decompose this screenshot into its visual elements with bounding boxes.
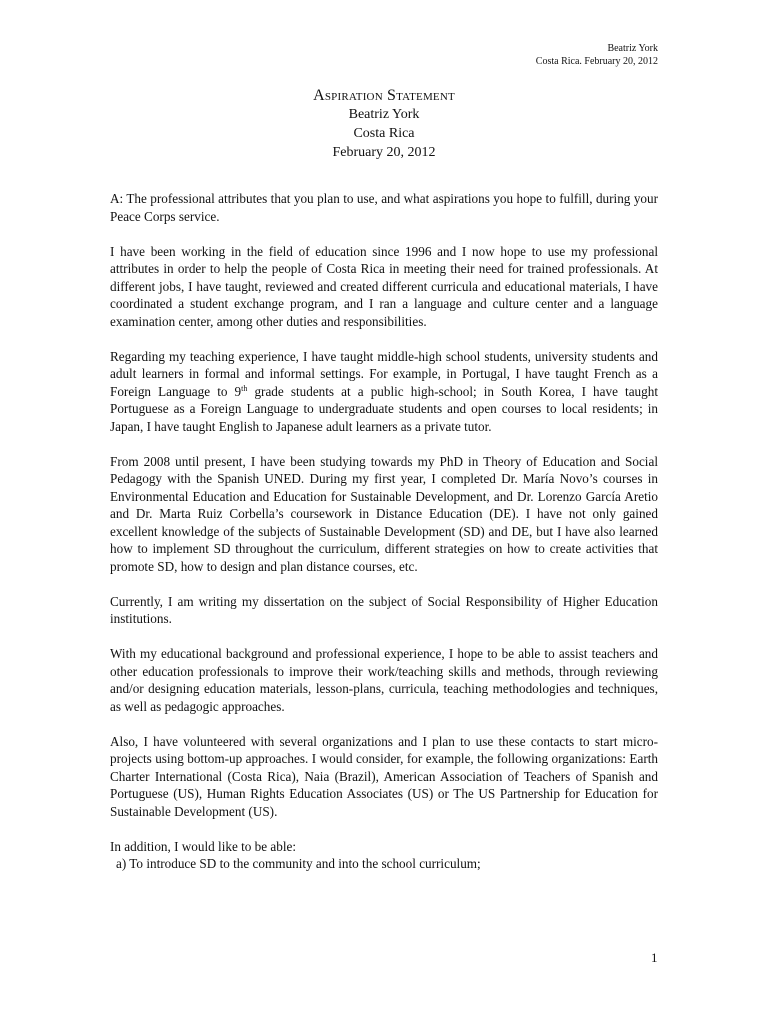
aims-list — [110, 855, 658, 873]
document-body — [110, 190, 658, 873]
author-country: Costa Rica — [353, 126, 415, 141]
page-header — [536, 42, 658, 68]
ordinal-superscript: th — [241, 383, 248, 393]
question-paragraph: A: The professional attributes that you plan to use, and what aspirations you hope to fulfill, during your Peace Corps service. — [110, 191, 658, 224]
title-block — [0, 86, 768, 162]
paragraph-text: Regarding my teaching experience, I have taught middle-high school students, university students and adult learners in formal and informal settings. For example, in Portugal, I have taught French as a Foreign Language to 9 — [110, 348, 658, 399]
author-name: Beatriz York — [348, 107, 420, 122]
header-location-date: Costa Rica. February 20, 2012 — [535, 56, 658, 67]
document-title: Aspiration Statement — [313, 87, 455, 104]
paragraph-text: grade students at a public high-school; in South Korea, I have taught Portuguese as a Foreign Language to undergraduate students and open courses to local residents; in Japan, I have taught English to Japanese adult learners as a private tutor. — [110, 383, 658, 434]
list-item: a) To introduce SD to the community and into the school curriculum; — [116, 856, 481, 871]
page-number: 1 — [651, 950, 658, 965]
paragraph-education-work: I have been working in the field of education since 1996 and I now hope to use my professional attributes in order to help the people of Costa Rica in meeting their need for trained professionals. At different jobs, I have taught, reviewed and created different curricula and educational materials, I have coordinated a student exchange program, and I ran a language and culture center and a language examination center, among other duties and responsibilities. — [110, 243, 658, 329]
paragraph-assist-teachers: With my educational background and professional experience, I hope to be able to assist teachers and other education professionals to improve their work/teaching skills and methods, through reviewing and/or designing education materials, lesson-plans, curricula, teaching methodologies and techniques, as well as pedagogic approaches. — [110, 646, 658, 714]
paragraph-teaching-experience — [110, 348, 658, 436]
document-date: February 20, 2012 — [332, 145, 436, 160]
paragraph-additional-aims: In addition, I would like to be able: — [110, 838, 297, 854]
paragraph-phd-studies: From 2008 until present, I have been studying towards my PhD in Theory of Education and Social Pedagogy with the Spanish UNED. During my first year, I completed Dr. María Novo’s courses in Environmental Education and Education for Sustainable Development, and Dr. Lorenzo García Aretio and Dr. Marta Ruiz Corbella’s coursework in Distance Education (DE). I have not only gained excellent knowledge of the subjects of Sustainable Development (SD) and DE, but I have also learned how to implement SD throughout the curriculum, different strategies on how to create activities that promote SD, how to design and plan distance courses, etc. — [110, 453, 658, 574]
header-author: Beatriz York — [607, 43, 658, 54]
paragraph-dissertation: Currently, I am writing my dissertation on the subject of Social Responsibility of Higher Education institutions. — [110, 593, 658, 626]
paragraph-organizations: Also, I have volunteered with several organizations and I plan to use these contacts to start micro-projects using bottom-up approaches. I would consider, for example, the following organizations: Earth Charter International (Costa Rica), Naia (Brazil), American Association of Teachers of Spanish and Portuguese (US), Human Rights Education Associates (US) or The US Partnership for Education for Sustainable Development (US). — [110, 733, 658, 819]
